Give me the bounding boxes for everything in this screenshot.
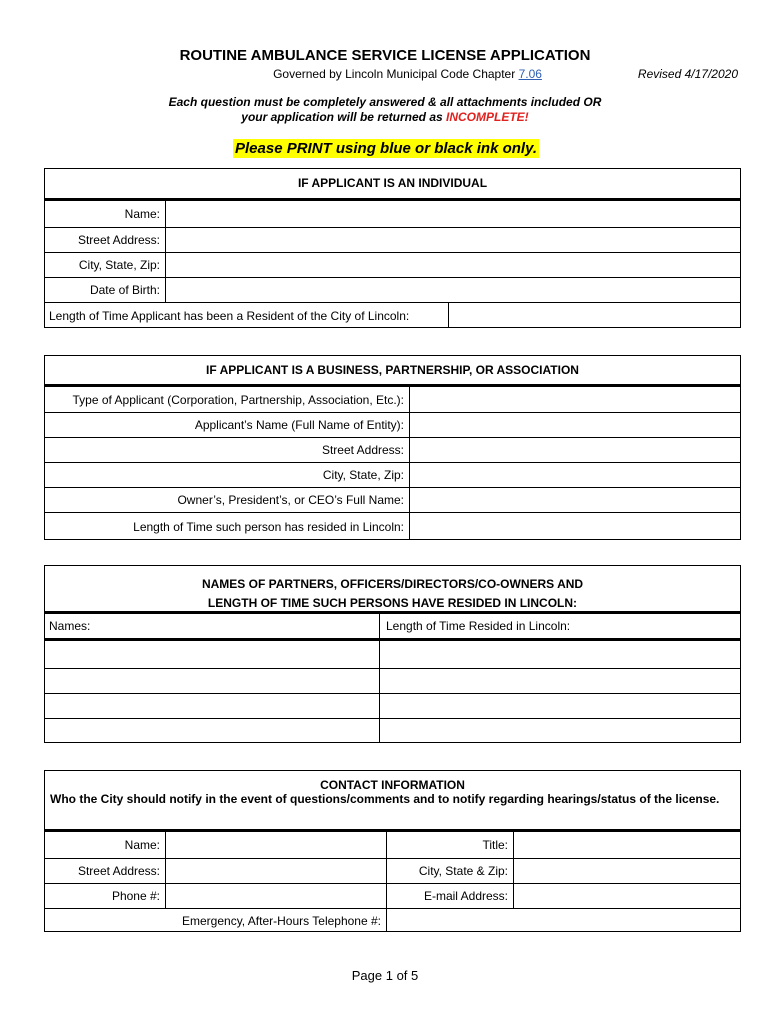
contact-emergency-row — [45, 908, 740, 932]
contact-street-row — [45, 858, 740, 883]
partner-row — [45, 641, 740, 668]
individual-city-row — [45, 252, 740, 277]
partner-name-field[interactable] — [45, 669, 379, 693]
form-title: ROUTINE AMBULANCE SERVICE LICENSE APPLICATION — [179, 47, 591, 64]
partners-heading-line-2: LENGTH OF TIME SUCH PERSONS HAVE RESIDED IN LINCOLN: — [207, 596, 578, 610]
partners-section — [44, 565, 741, 743]
owner-label: Owner’s, President’s, or CEO’s Full Name: — [177, 493, 404, 507]
business-street-row — [45, 437, 740, 462]
business-city-row — [45, 462, 740, 487]
individual-street-row — [45, 227, 740, 252]
governed-text: Governed by Lincoln Municipal Code Chapter — [273, 67, 519, 81]
contact-street-label: Street Address: — [77, 864, 160, 878]
contact-email-field[interactable] — [513, 884, 740, 908]
city-label: City, State, Zip: — [78, 258, 160, 272]
print-notice: Please PRINT using blue or black ink only. — [235, 140, 538, 157]
business-type-row — [45, 387, 740, 412]
contact-city-label: City, State & Zip: — [386, 859, 513, 883]
business-residency-row — [45, 512, 740, 540]
instruction-line-1: Each question must be completely answered & all attachments included OR — [168, 95, 602, 109]
partner-row — [45, 693, 740, 718]
individual-dob-field[interactable] — [165, 278, 740, 302]
individual-city-field[interactable] — [165, 253, 740, 277]
contact-subheading: Who the City should notify in the event of questions/comments and to notify regarding hearings/status of the license. — [50, 792, 720, 806]
individual-section — [44, 168, 741, 328]
partner-row — [45, 718, 740, 743]
business-residency-label: Length of Time such person has resided in Lincoln: — [133, 519, 404, 534]
business-entity-field[interactable] — [409, 413, 740, 437]
contact-heading: CONTACT INFORMATION — [320, 778, 465, 792]
incomplete-warning: INCOMPLETE! — [446, 110, 529, 124]
chapter-link[interactable]: 7.06 — [518, 67, 542, 81]
instructions — [0, 95, 770, 125]
partner-name-field[interactable] — [45, 694, 379, 718]
page-number: Page 1 of 5 — [351, 968, 419, 983]
partner-name-field[interactable] — [45, 641, 379, 668]
business-owner-field[interactable] — [409, 488, 740, 512]
name-label: Name: — [124, 207, 160, 221]
individual-residency-field[interactable] — [448, 303, 740, 328]
partners-column-header — [45, 614, 740, 641]
business-city-label: City, State, Zip: — [322, 468, 404, 482]
emergency-label: Emergency, After-Hours Telephone #: — [182, 913, 381, 928]
partner-time-field[interactable] — [379, 641, 740, 668]
emergency-phone-field[interactable] — [386, 909, 740, 932]
business-entity-row — [45, 412, 740, 437]
business-residency-field[interactable] — [409, 513, 740, 540]
business-section — [44, 355, 741, 540]
partner-name-field[interactable] — [45, 719, 379, 743]
contact-title-field[interactable] — [513, 832, 740, 858]
dob-label: Date of Birth: — [89, 283, 160, 297]
contact-section — [44, 770, 741, 932]
partners-heading — [45, 566, 740, 614]
business-owner-row — [45, 487, 740, 512]
individual-residency-row — [45, 302, 740, 328]
business-street-field[interactable] — [409, 438, 740, 462]
contact-phone-field[interactable] — [165, 884, 386, 908]
contact-phone-row — [45, 883, 740, 908]
contact-city-field[interactable] — [513, 859, 740, 883]
contact-name-label: Name: — [124, 838, 160, 852]
contact-title-label: Title: — [386, 832, 513, 858]
contact-name-field[interactable] — [165, 832, 386, 858]
business-type-field[interactable] — [409, 387, 740, 412]
residency-label: Length of Time Applicant has been a Resident of the City of Lincoln: — [49, 308, 410, 323]
contact-street-field[interactable] — [165, 859, 386, 883]
revision-date: Revised 4/17/2020 — [637, 67, 738, 81]
partner-time-field[interactable] — [379, 669, 740, 693]
individual-dob-row — [45, 277, 740, 302]
contact-heading-block — [45, 771, 740, 832]
type-label: Type of Applicant (Corporation, Partnership, Association, Etc.): — [72, 392, 404, 407]
partner-time-field[interactable] — [379, 719, 740, 743]
contact-email-label: E-mail Address: — [386, 884, 513, 908]
business-heading: IF APPLICANT IS A BUSINESS, PARTNERSHIP, OR ASSOCIATION — [45, 356, 740, 387]
individual-heading: IF APPLICANT IS AN INDIVIDUAL — [45, 169, 740, 201]
business-city-field[interactable] — [409, 463, 740, 487]
names-column-label: Names: — [49, 619, 91, 633]
individual-name-row — [45, 201, 740, 227]
partners-heading-line-1: NAMES OF PARTNERS, OFFICERS/DIRECTORS/CO-OWNERS AND — [201, 577, 584, 591]
contact-name-row — [45, 832, 740, 858]
individual-street-field[interactable] — [165, 228, 740, 252]
contact-phone-label: Phone #: — [111, 889, 160, 903]
street-label: Street Address: — [77, 233, 160, 247]
instruction-line-2 — [0, 110, 770, 125]
partner-time-field[interactable] — [379, 694, 740, 718]
instruction-text: your application will be returned as — [241, 110, 447, 124]
time-column-label: Length of Time Resided in Lincoln: — [379, 614, 740, 638]
partner-row — [45, 668, 740, 693]
entity-label: Applicant’s Name (Full Name of Entity): — [194, 418, 404, 432]
business-street-label: Street Address: — [321, 443, 404, 457]
individual-name-field[interactable] — [165, 201, 740, 227]
